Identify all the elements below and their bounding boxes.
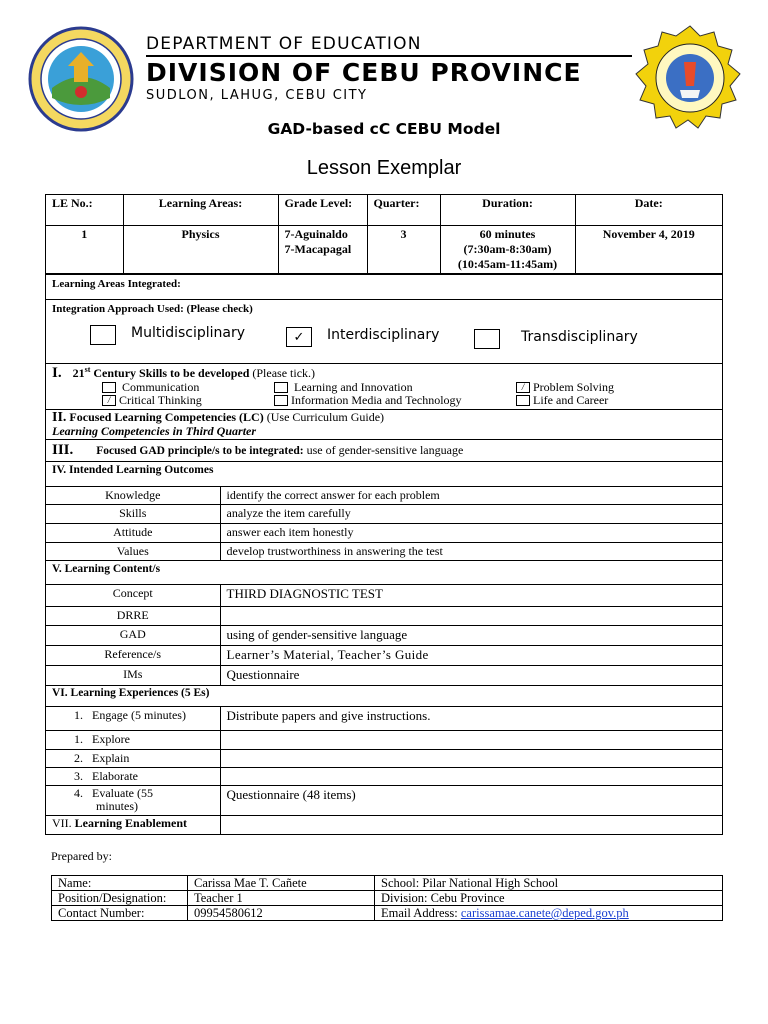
outcome-label: Knowledge bbox=[46, 487, 220, 505]
duration-line: (7:30am-8:30am) bbox=[463, 241, 552, 256]
content-value: Learner’s Material, Teacher’s Guide bbox=[220, 645, 722, 665]
step-label: Engage (5 minutes) bbox=[92, 708, 186, 722]
content-table bbox=[46, 585, 722, 685]
le-no-header: LE No.: bbox=[46, 195, 123, 225]
prep-value: Carissa Mae T. Cañete bbox=[188, 876, 375, 891]
outcomes-heading: IV. Intended Learning Outcomes bbox=[46, 461, 722, 486]
table-row bbox=[46, 665, 722, 685]
department-title: DEPARTMENT OF EDUCATION bbox=[146, 34, 422, 54]
division-seal-logo bbox=[28, 26, 134, 132]
prep-division: Division: Cebu Province bbox=[375, 891, 723, 906]
grade-level-line: 7-Macapagal bbox=[284, 241, 352, 256]
section-title: Focused GAD principle/s to be integrated: bbox=[96, 444, 304, 457]
experience-value: Questionnaire (48 items) bbox=[220, 785, 722, 815]
content-label: DRRE bbox=[46, 606, 220, 625]
lesson-title: Lesson Exemplar bbox=[306, 157, 462, 179]
prep-key: Name: bbox=[52, 876, 188, 891]
section-number: III. bbox=[52, 441, 74, 458]
section-number: II. bbox=[52, 409, 67, 425]
experience-step bbox=[46, 707, 220, 730]
outcomes-table bbox=[46, 487, 722, 561]
table-row bbox=[46, 542, 722, 560]
lesson-form bbox=[45, 194, 723, 835]
experiences-table bbox=[46, 707, 722, 834]
header-divider bbox=[146, 55, 632, 57]
experience-step bbox=[46, 785, 220, 815]
prep-key: Position/Designation: bbox=[52, 891, 188, 906]
quarter-header: Quarter: bbox=[367, 195, 440, 225]
option-transdisciplinary[interactable] bbox=[474, 329, 638, 349]
outcome-value: analyze the item carefully bbox=[220, 504, 722, 523]
email-link[interactable]: carissamae.canete@deped.gov.ph bbox=[460, 906, 629, 920]
multidisciplinary-checkbox[interactable] bbox=[90, 325, 116, 345]
section-title: Focused Learning Competencies (LC) bbox=[69, 409, 264, 424]
section-note: (Use Curriculum Guide) bbox=[263, 409, 385, 424]
skill-label: Life and Career bbox=[533, 392, 609, 407]
outcomes-table-wrap bbox=[46, 486, 722, 561]
section-title: 21 bbox=[72, 365, 85, 380]
grade-level-line: 7-Aguinaldo bbox=[284, 226, 348, 241]
learning-areas-integrated: Learning Areas Integrated: bbox=[46, 274, 722, 299]
table-row bbox=[46, 730, 722, 749]
duration-value bbox=[440, 225, 575, 273]
section-number: I. bbox=[52, 364, 62, 381]
quarter-value: 3 bbox=[367, 225, 440, 273]
interdisciplinary-checkbox[interactable]: ✓ bbox=[286, 327, 312, 347]
outcome-value: answer each item honestly bbox=[220, 523, 722, 542]
step-number: 1. bbox=[74, 708, 83, 722]
integration-approach-section bbox=[46, 299, 722, 363]
division-address: SUDLON, LAHUG, CEBU CITY bbox=[146, 88, 368, 103]
step-label: Elaborate bbox=[92, 768, 138, 783]
table-row bbox=[52, 891, 723, 906]
step-number: 1. bbox=[74, 731, 83, 746]
prep-school: School: Pilar National High School bbox=[375, 876, 723, 891]
gad-principle-value: use of gender-sensitive language bbox=[303, 442, 464, 457]
section-number: VII. bbox=[52, 815, 72, 830]
duration-header: Duration: bbox=[440, 195, 575, 225]
table-row bbox=[46, 625, 722, 645]
transdisciplinary-checkbox[interactable] bbox=[474, 329, 500, 349]
skill-checkbox[interactable] bbox=[274, 395, 288, 406]
step-label: Explain bbox=[92, 750, 130, 765]
step-number: 2. bbox=[74, 750, 83, 765]
experience-value bbox=[220, 749, 722, 767]
outcome-value: develop trustworthiness in answering the test bbox=[220, 542, 722, 560]
multidisciplinary-label: Multidisciplinary bbox=[131, 325, 246, 342]
duration-line: 60 minutes bbox=[479, 226, 536, 241]
interdisciplinary-label: Interdisciplinary bbox=[327, 327, 440, 344]
content-value bbox=[220, 606, 722, 625]
prepared-by-label: Prepared by: bbox=[51, 849, 112, 863]
skill-checkbox[interactable] bbox=[102, 382, 116, 393]
experiences-table-wrap bbox=[46, 706, 722, 834]
content-label: GAD bbox=[46, 625, 220, 645]
table-row bbox=[46, 767, 722, 785]
step-label: minutes) bbox=[96, 798, 138, 813]
skill-label: Problem Solving bbox=[533, 379, 615, 394]
le-info-table bbox=[46, 195, 722, 274]
table-row bbox=[46, 785, 722, 815]
learning-areas-header: Learning Areas: bbox=[123, 195, 278, 225]
content-value: Questionnaire bbox=[220, 665, 722, 685]
experiences-heading: VI. Learning Experiences (5 Es) bbox=[46, 685, 722, 706]
date-header: Date: bbox=[575, 195, 722, 225]
transdisciplinary-label: Transdisciplinary bbox=[521, 329, 638, 346]
le-no-value: 1 bbox=[46, 225, 123, 273]
prepared-by-table bbox=[51, 875, 723, 921]
skill-label: Information Media and Technology bbox=[291, 392, 462, 407]
email-label: Email Address: bbox=[381, 906, 461, 920]
skill-info-media[interactable] bbox=[274, 394, 462, 407]
content-value: THIRD DIAGNOSTIC TEST bbox=[220, 585, 722, 606]
content-value: using of gender-sensitive language bbox=[220, 625, 722, 645]
content-label: IMs bbox=[46, 665, 220, 685]
table-row bbox=[46, 523, 722, 542]
skill-checkbox[interactable]: / bbox=[102, 395, 116, 406]
skill-life-career[interactable] bbox=[516, 394, 608, 407]
prep-email bbox=[375, 906, 723, 921]
outcome-label: Attitude bbox=[46, 523, 220, 542]
experience-step bbox=[46, 767, 220, 785]
division-title: DIVISION OF CEBU PROVINCE bbox=[146, 58, 582, 87]
skill-checkbox[interactable] bbox=[274, 382, 288, 393]
school-seal-logo bbox=[632, 24, 748, 134]
learning-competencies-sub: Learning Competencies in Third Quarter bbox=[52, 423, 257, 438]
skill-critical-thinking[interactable] bbox=[102, 394, 202, 407]
table-row bbox=[46, 815, 722, 834]
experience-value bbox=[220, 767, 722, 785]
option-interdisciplinary[interactable] bbox=[286, 327, 439, 347]
skill-checkbox[interactable] bbox=[516, 395, 530, 406]
table-row bbox=[46, 645, 722, 665]
table-row bbox=[52, 876, 723, 891]
skill-checkbox[interactable]: / bbox=[516, 382, 530, 393]
section-title: Learning Enablement bbox=[71, 815, 188, 830]
experience-step bbox=[46, 730, 220, 749]
learning-enablement-value bbox=[220, 815, 722, 834]
step-label: Evaluate (55 bbox=[92, 785, 153, 800]
grade-level-value bbox=[278, 225, 367, 273]
step-number: 3. bbox=[74, 768, 83, 783]
model-title: GAD-based cC CEBU Model bbox=[267, 120, 501, 138]
integration-label: Integration Approach Used: (Please check) bbox=[52, 302, 253, 315]
learning-competencies-section bbox=[46, 409, 722, 439]
outcome-label: Values bbox=[46, 542, 220, 560]
date-value: November 4, 2019 bbox=[575, 225, 722, 273]
content-heading: V. Learning Content/s bbox=[46, 560, 722, 584]
section-title-rest: Century Skills to be developed bbox=[90, 365, 250, 380]
content-label: Reference/s bbox=[46, 645, 220, 665]
content-table-wrap bbox=[46, 584, 722, 685]
skill-label: Learning and Innovation bbox=[294, 379, 413, 394]
skill-label: Communication bbox=[122, 379, 200, 394]
outcome-label: Skills bbox=[46, 504, 220, 523]
section-title-sup: st bbox=[84, 364, 91, 374]
table-row bbox=[46, 585, 722, 606]
duration-line: (10:45am-11:45am) bbox=[457, 256, 558, 271]
experience-step bbox=[46, 749, 220, 767]
experience-value bbox=[220, 730, 722, 749]
learning-area-value: Physics bbox=[123, 225, 278, 273]
experience-value: Distribute papers and give instructions. bbox=[220, 707, 722, 730]
century-skills-section bbox=[46, 363, 722, 409]
skill-label: Critical Thinking bbox=[119, 392, 202, 407]
table-row bbox=[46, 707, 722, 730]
option-multidisciplinary[interactable] bbox=[90, 325, 245, 345]
section-note: (Please tick.) bbox=[249, 365, 316, 380]
table-row bbox=[46, 749, 722, 767]
step-label: Explore bbox=[92, 731, 130, 746]
learning-enablement-label bbox=[46, 815, 220, 834]
step-number: 4. bbox=[74, 785, 83, 800]
table-row bbox=[46, 606, 722, 625]
prep-key: Contact Number: bbox=[52, 906, 188, 921]
table-row bbox=[52, 906, 723, 921]
gad-principle-section bbox=[46, 439, 722, 461]
grade-level-header: Grade Level: bbox=[278, 195, 367, 225]
outcome-value: identify the correct answer for each problem bbox=[220, 487, 722, 505]
content-label: Concept bbox=[46, 585, 220, 606]
table-row bbox=[46, 504, 722, 523]
table-row bbox=[46, 487, 722, 505]
prep-value: 09954580612 bbox=[188, 906, 375, 921]
prep-value: Teacher 1 bbox=[188, 891, 375, 906]
